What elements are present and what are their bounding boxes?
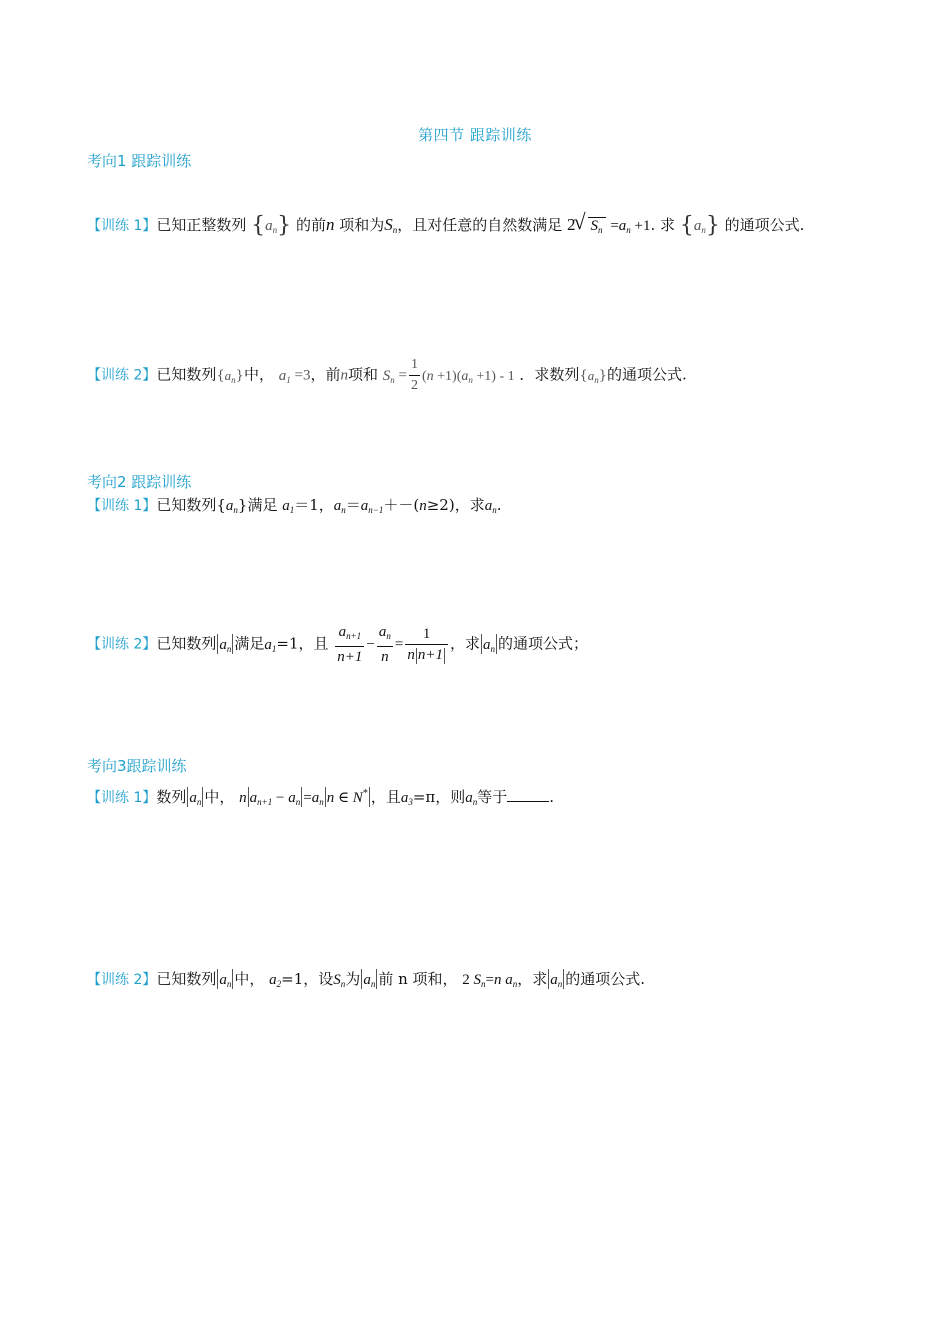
text: 已知数列 [156,365,217,384]
text: }满足 [237,496,278,514]
text: 的通项公式. [565,970,646,988]
text: 已知数列{ [156,496,226,514]
text: ，前 [310,365,341,384]
exercise-3-1: 【训练 1】数列 $a_n$ 中， n $a_{n+1} - a_n =a_n$ n ∈ N* ，且$a_3=\pi$，则$a_n$等于 . [87,788,555,807]
text: 项和 [347,365,378,384]
text: 的通项公式. [606,365,687,384]
text: 中， [234,970,265,988]
exercise-3-2: 【训练 2】已知数列 $a_n$ 中， $a_2=1$，设$S_n$为 $a_n$ 前 n 项和， 2 $S_n=n$ $a_n$，求 $a_n$ 的通项公式. [87,970,646,989]
text: 项和为 [339,216,385,234]
text: 中， [243,365,274,384]
exercise-tag: 【训练 1】 [87,498,157,514]
text: 前 n 项和， [378,970,458,988]
exercise-2-2: 【训练 2】已知数列 $a_n$ 满足$a_1=1$，且 $\frac{a_{n+1}}{n+1}$ − $\frac{a_n}{n}$ = $\frac{1}{\text{n n+1}}$ ，求 $a_n$ 的通项公式； [87,624,589,665]
text: 的通项公式. [724,216,805,234]
exercise-tag: 【训练 2】 [87,636,157,653]
text: 已知数列 [156,634,217,653]
text: ＋－( [383,496,420,514]
text: 的通项公式； [498,634,589,653]
text: 数列 [156,788,187,806]
text: . [496,496,502,514]
text: 等于 [477,788,508,806]
text: ，且对任意的自然数满足 [397,216,563,234]
text: 为 [345,970,361,988]
exercise-tag: 【训练 2】 [87,367,157,384]
text: ＝ [345,496,361,514]
text: ≥2)，求 [426,496,485,514]
exercise-2-1: 【训练 1】已知数列$\{a_n\}$满足 $a_1=1$，$a_n=a_{n-1}+-(n\ge 2)$，求$a_n$. [87,496,502,515]
exercise-1-2: 【训练 2】已知数列$\{a_n\}$中， $a_1 =3$，前n项和 $S_n$ = $\frac{1}{2}$ $(n +1)(a_n +1) - 1$ ．求数列$\{a_n\}$的通项公式. [87,357,687,393]
text: ，且 [370,788,401,806]
exercise-tag: 【训练 2】 [87,972,157,988]
exercise-tag: 【训练 1】 [87,790,157,806]
section-heading-3: 考向3跟踪训练 [87,757,187,775]
text: ，求 [449,634,480,653]
text: 满足 [234,634,265,653]
text: ．求数列 [519,365,580,384]
text: 的前 [295,216,326,234]
exercise-tag: 【训练 1】 [87,218,157,234]
answer-blank[interactable] [507,787,549,802]
text: =1，设 [281,970,334,988]
page-title: 第四节 跟踪训练 [418,126,532,144]
section-heading-2: 考向2 跟踪训练 [87,473,192,491]
exercise-1-1: 【训练 1】已知正整数列 $\{a_n\}$ 的前n 项和为$S_n$，且对任意的自然数满足 2√ $S_n =a_n +1$. 求 $\{a_n\}$ 的通项公式. [87,212,855,243]
text: ，求 [517,970,548,988]
text: ＝1， [294,496,334,514]
text: 已知正整数列 [156,216,247,234]
text: =1，且 [276,634,329,653]
text: . [549,788,555,806]
text: . 求 [650,216,676,234]
text: =π，则 [412,788,466,806]
section-heading-1: 考向1 跟踪训练 [87,152,192,170]
text: 已知数列 [156,970,217,988]
text: 中， [204,788,235,806]
